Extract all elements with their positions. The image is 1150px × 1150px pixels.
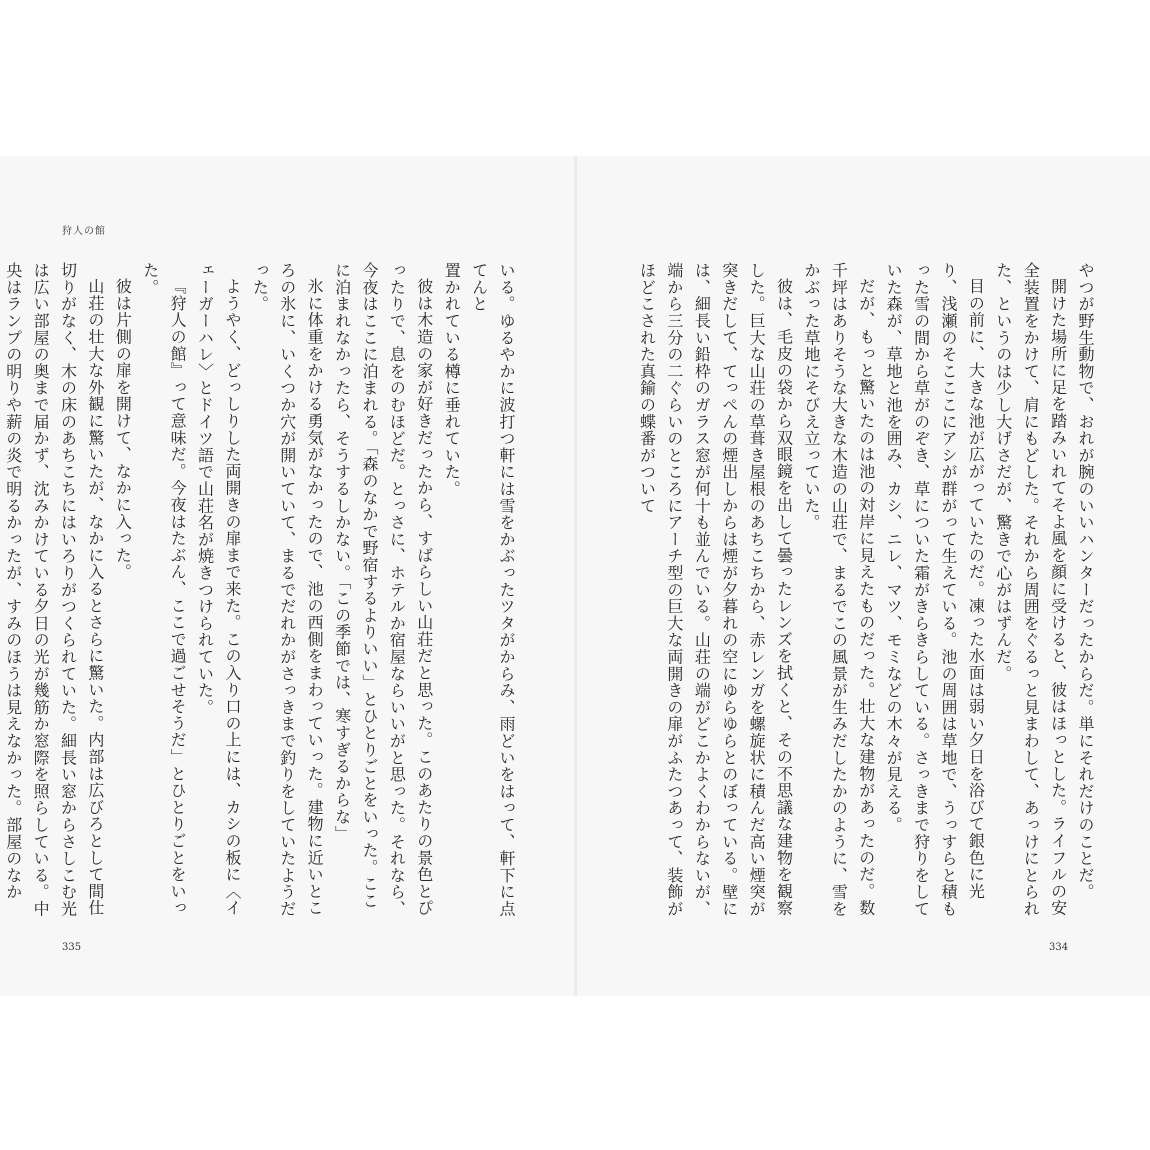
book-gutter xyxy=(574,156,577,996)
paragraph: ようやく、どっしりした両開きの扉まで来た。この入り口の上には、カシの板に〈イェーガーハレ〉とドイツ語で山荘名が焼きつけられていた。 xyxy=(195,262,242,917)
paragraph: 『狩人の館』って意味だ。今夜はたぶん、ここで過ごせそうだ」とひとりごとをいった。 xyxy=(140,262,188,917)
paragraph: 彼は片側の扉を開けて、なかに入った。 xyxy=(113,278,133,581)
paragraph: 彼は、毛皮の袋から双眼鏡を出して曇ったレンズを拭くと、その不思議な建物を観察した。巨大な山荘の草葺き屋根のあちこちから、赤レンガを螺旋状に積んだ高い煙突が突きだして、てっぺんの煙出しからは煙が夕暮れの空にゆらゆらとのぼっている。壁には、細長い鉛枠のガラス窓が何十も並んでいる。山荘の端がどこかよくわからないが、端から三分の二ぐらいのところにアーチ型の巨大な両開きの扉がふたつあって、装飾がほどこされた真鍮の蝶番がついて xyxy=(637,262,794,918)
page-number: 334 xyxy=(1049,942,1069,953)
paragraph: 目の前に、大きな池が広がっていたのだ。凍った水面は弱い夕日を浴びて銀色に光り、浅瀬のそこここにアシが群がって生えている。池の周囲は草地で、うっすらと積もった雪の間から草がのぞき、草についた霜がきらきらしている。さっきまで狩りをしていた森が、草地と池を囲み、カシ、ニレ、マツ、モミなどの木々が見える。 xyxy=(884,262,986,918)
paragraph: 氷に体重をかける勇気がなかったので、池の西側をまわっていった。建物に近いところの氷に、いくつか穴が開いていて、まるでだれかがさっきまで釣りをしていたようだった。 xyxy=(250,262,325,918)
paragraph: だが、もっと驚いたのは池の対岸に見えたものだった。壮大な建物があったのだ。数千坪はありそうな大きな木造の山荘で、まるでこの風景が生みだしたかのように、雪をかぶった草地にそびえ立っていた。 xyxy=(801,262,876,918)
paragraph: 置かれている樽に垂れていた。 xyxy=(442,262,462,498)
page-number: 335 xyxy=(62,942,82,953)
left-page-body xyxy=(3,262,520,922)
paragraph: やつが野生動物で、おれが腕のいいハンターだったからだ。単にそれだけのことだ。 xyxy=(1076,262,1095,901)
paragraph: いる。ゆるやかに波打つ軒には雪をかぶったツタがからみ、雨どいをはって、軒下に点てんと xyxy=(469,262,516,918)
paragraph: 山荘の壮大な外観に驚いたが、なかに入るとさらに驚いた。内部は広びろとして間仕切りがなく、木の床のあちこちにはいろりがつくられていた。細長い窓からさしこむ光は広い部屋の奥まで届かず、沈みかけている夕日の光が幾筋か窓際を照らしている。中央はランプの明りや薪の炎で明るかったが、すみのほうは見えなかった。部屋のなか xyxy=(3,262,105,918)
left-page xyxy=(0,156,574,996)
right-page-body xyxy=(629,262,1099,922)
running-head: 狩人の館 xyxy=(62,226,106,237)
right-page xyxy=(577,156,1150,996)
paragraph: 開けた場所に足を踏みいれてそよ風を顔に受けると、彼はほっとした。ライフルの安全装置をかけて、肩にもどした。それから周囲をぐるっと見まわして、あっけにとられた、というのは少し大げさだが、驚きで心がはずんだ。 xyxy=(993,262,1068,918)
paragraph: 彼は木造の家が好きだったから、すばらしい山荘だと思った。このあたりの景色とぴったりで、息をのむほどだ。とっさに、ホテルか宿屋ならいいがと思った。それなら、今夜はここに泊まれる。「森のなかで野宿するよりいい」とひとりごとをいった。ここに泊まれなかったら、そうするしかない。「この季節では、寒すぎるからな」 xyxy=(332,262,434,918)
